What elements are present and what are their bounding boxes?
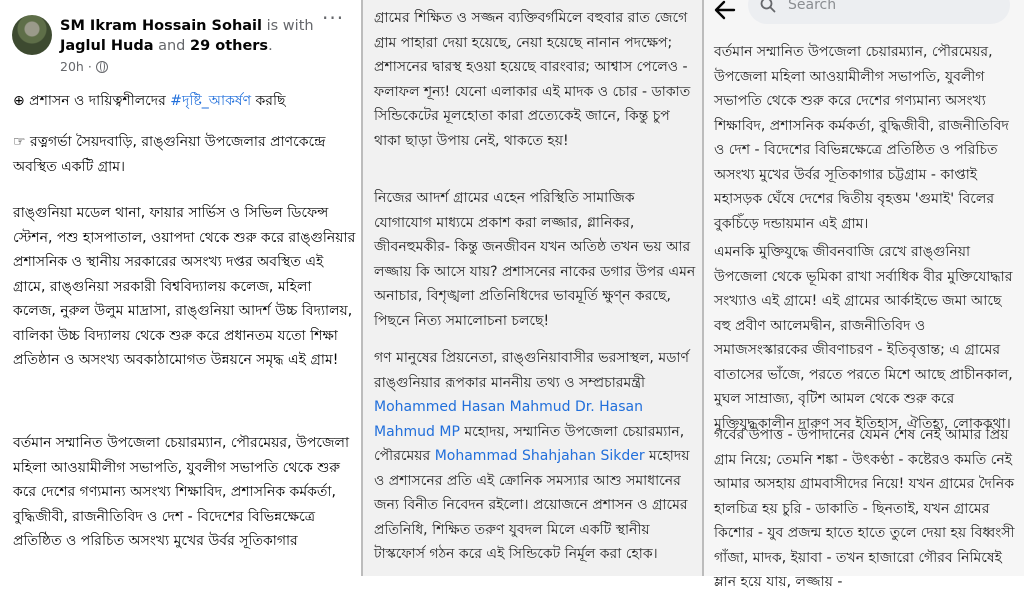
post-paragraph-2: ☞ রত্নগর্ভা সৈয়দবাড়ি, রাঙ্গুনিয়া উপজেলার প্রাণকেন্দ্রে অবস্থিত একটি গ্রাম। xyxy=(13,134,326,175)
author-name[interactable]: SM Ikram Hossain Sohail xyxy=(60,18,262,34)
time-separator: · xyxy=(87,59,92,74)
post-paragraph-5: গ্রামের শিক্ষিত ও সজ্জন ব্যক্তিবর্গমিলে বহুবার রাত জেগে গ্রাম পাহারা দেয়া হয়েছে, নেয়া হয়েছে নানান পদক্ষেপ; প্রশাসনের দ্বারস্থ হওয়া হয়েছে বারংবার; আশ্বাস পেলেও - ফলাফল শূন্য! যেনো এলাকার এই মাদক ও চোর - ডাকাত সিন্ডিকেটের মূলহোতা কারা প্রত্যেকেই জানে, কিন্তু চুপ থাকা ছাড়া উপায় নেই, থাকতে হয়! xyxy=(374,10,691,149)
paragraph-text: করছি xyxy=(255,93,286,109)
more-options-icon[interactable]: ··· xyxy=(322,6,345,30)
post-panel-middle xyxy=(363,0,702,576)
and-text: and xyxy=(158,38,186,54)
paragraph-text: ⊕ প্রশাসন ও দায়িত্বশীলদের xyxy=(13,93,166,109)
with-text: is with xyxy=(266,18,314,34)
post-paragraph-10: গর্বের উপাত্ত - উপাদানের যেমন শেষ নেই আমার প্রিয় গ্রাম নিয়ে; তেমনি শঙ্কা - উৎকণ্ঠা - কষ্টেরও কমতি নেই আমার অসহায় গ্রামবাসীদের নিয়ে! যখন গ্রামের দৈনিক হালচিত্র হয় চুরি - ডাকাতি - ছিনতাই, যখন গ্রামের কিশোর - যুব প্রজন্ম হাতে হাতে তুলে দেয়া হয় বিধ্বংসী গাঁজা, মাদক, ইয়াবা - তখন হাজারো গৌরব নিমিষেই ম্লান হয়ে যায়, লজ্জায় - xyxy=(714,427,1015,590)
others-link[interactable]: 29 others xyxy=(190,38,269,54)
post-header: SM Ikram Hossain Sohail is with Jaglul Huda and 29 others. xyxy=(60,18,314,54)
search-bar[interactable] xyxy=(748,0,1010,24)
mention-link[interactable]: Mohammed Hasan Mahmud Dr. Hasan Mahmud MP xyxy=(374,399,644,440)
post-time[interactable]: 20h xyxy=(60,59,84,74)
post-meta xyxy=(60,59,108,74)
paragraph-text: গণ মানুষের প্রিয়নেতা, রাঙ্গুনিয়াবাসীর ভরসাস্থল, মডার্ণ রাঙ্গুনিয়ার রূপকার মাননীয় তথ্য ও সম্প্রচারমন্ত্রী xyxy=(374,350,689,391)
back-arrow-icon[interactable] xyxy=(712,0,738,22)
hashtag-link[interactable]: #দৃষ্টি_আকর্ষণ xyxy=(170,93,252,109)
paragraph-text: মহোদয় ও প্রশাসনের প্রতি এই ক্রোনিক সমস্যার আশু সমাধানের জন্য বিনীত নিবেদন রইলো। প্রয়োজনে প্রশাসন ও গ্রামের প্রতিনিধি, শিক্ষিত তরুণ যুবদল মিলে একটি স্থানীয় টাস্কফোর্স গঠন করে এই সিন্ডিকেট নির্মূল করা হোক। xyxy=(374,448,690,562)
avatar[interactable] xyxy=(12,15,52,55)
post-paragraph-3: রাঙ্গুনিয়া মডেল থানা, ফায়ার সার্ভিস ও সিভিল ডিফেন্স স্টেশন, পশু হাসপাতাল, ওয়াপদা থেকে শুরু করে রাঙ্গুনিয়ার প্রশাসনিক ও স্থানীয় সরকারের অসংখ্য দপ্তর অবস্থিত এই গ্রামে, রাঙ্গুনিয়া সরকারী বিশ্ববিদ্যালয় কলেজ, মহিলা কলেজ, নুরুল উলুম মাদ্রাসা, রাঙ্গুনিয়া আদর্শ উচ্চ বিদ্যালয়, বালিকা উচ্চ বিদ্যালয় থেকে শুরু করে প্রধানতম যতো শিক্ষা প্রতিষ্ঠান ও অসংখ্য অবকাঠামোগত উন্নয়নে সমৃদ্ধ এই গ্রাম! xyxy=(13,205,356,368)
post-paragraph-9: এমনকি মুক্তিযুদ্ধে জীবনবাজি রেখে রাঙ্গুনিয়া উপজেলা থেকে ভূমিকা রাখা সর্বাধিক বীর মুক্তিযোদ্ধার সংখ্যাও এই গ্রামে! এই গ্রামের আর্কাইভে জমা আছে বহু প্রবীণ আলেমদ্বীন, রাজনীতিবিদ ও সমাজসংস্কারকের জীবণাচরণ - ইতিবৃত্তান্ত; এ গ্রামের বাতাসের ভাঁজে, পরতে পরতে মিশে আছে প্রাচীনকাল, মুঘল সাম্রাজ্য, বৃটিশ আমল থেকে শুরু করে মুক্তিযুদ্ধকালীন দারুণ সব ইতিহাস, ঐতিহ্য, লোককথা। xyxy=(714,244,1013,432)
post-paragraph-6: নিজের আদর্শ গ্রামের এহেন পরিস্থিতি সামাজিক যোগাযোগ মাধ্যমে প্রকাশ করা লজ্জার, গ্লানিকর, জীবনহুমকীর- কিন্তু জনজীবন যখন অতিষ্ঠ তখন ভয় আর লজ্জায় কি আসে যায়? প্রশাসনের নাকের ডগার উপর এমন অনাচার, বিশৃঙ্খলা প্রতিনিধিদের ভাবমূর্তি ক্ষুণ্ন করছে, পিছনে নিত্য সমালোচনা চলছে! xyxy=(374,190,696,329)
search-input[interactable] xyxy=(786,0,990,14)
post-panel-left xyxy=(0,0,361,576)
mention-link[interactable]: Mohammad Shahjahan Sikder xyxy=(434,448,645,464)
paragraph-text: মহোদয়, সম্মানিত উপজেলা চেয়ারম্যান, পৌরমেয়র xyxy=(374,423,685,464)
globe-icon xyxy=(96,61,108,73)
post-paragraph-1 xyxy=(13,89,356,114)
search-icon xyxy=(760,0,776,13)
post-paragraph-7 xyxy=(374,346,696,567)
tagged-user[interactable]: Jaglul Huda xyxy=(60,38,154,54)
post-panel-right xyxy=(704,0,1024,590)
post-paragraph-4: বর্তমান সম্মানিত উপজেলা চেয়ারম্যান, পৌরমেয়র, উপজেলা মহিলা আওয়ামীলীগ সভাপতি, যুবলীগ সভাপতি থেকে শুরু করে দেশের গণ্যমান্য অসংখ্য শিক্ষাবিদ, প্রশাসনিক কর্মকর্তা, বুদ্ধিজীবী, রাজনীতিবিদ ও দেশ - বিদেশের বিভিন্নক্ষেত্রে প্রতিষ্ঠিত ও পরিচিত অসংখ্য মুখের উর্বর সূতিকাগার xyxy=(13,435,350,549)
post-paragraph-8: বর্তমান সম্মানিত উপজেলা চেয়ারম্যান, পৌরমেয়র, উপজেলা মহিলা আওয়ামীলীগ সভাপতি, যুবলীগ সভাপতি থেকে শুরু করে দেশের গণ্যমান্য অসংখ্য শিক্ষাবিদ, প্রশাসনিক কর্মকর্তা, বুদ্ধিজীবী, রাজনীতিবিদ ও দেশ - বিদেশের বিভিন্নক্ষেত্রে প্রতিষ্ঠিত ও পরিচিত অসংখ্য মুখের উর্বর সূতিকাগার চট্টগ্রাম - কাপ্তাই মহাসড়ক ঘেঁষে দেশের দ্বিতীয় বৃহত্তম 'গুমাই' বিলের বুকচিঁড়ে দন্ডায়মান এই গ্রাম। xyxy=(714,44,1009,232)
